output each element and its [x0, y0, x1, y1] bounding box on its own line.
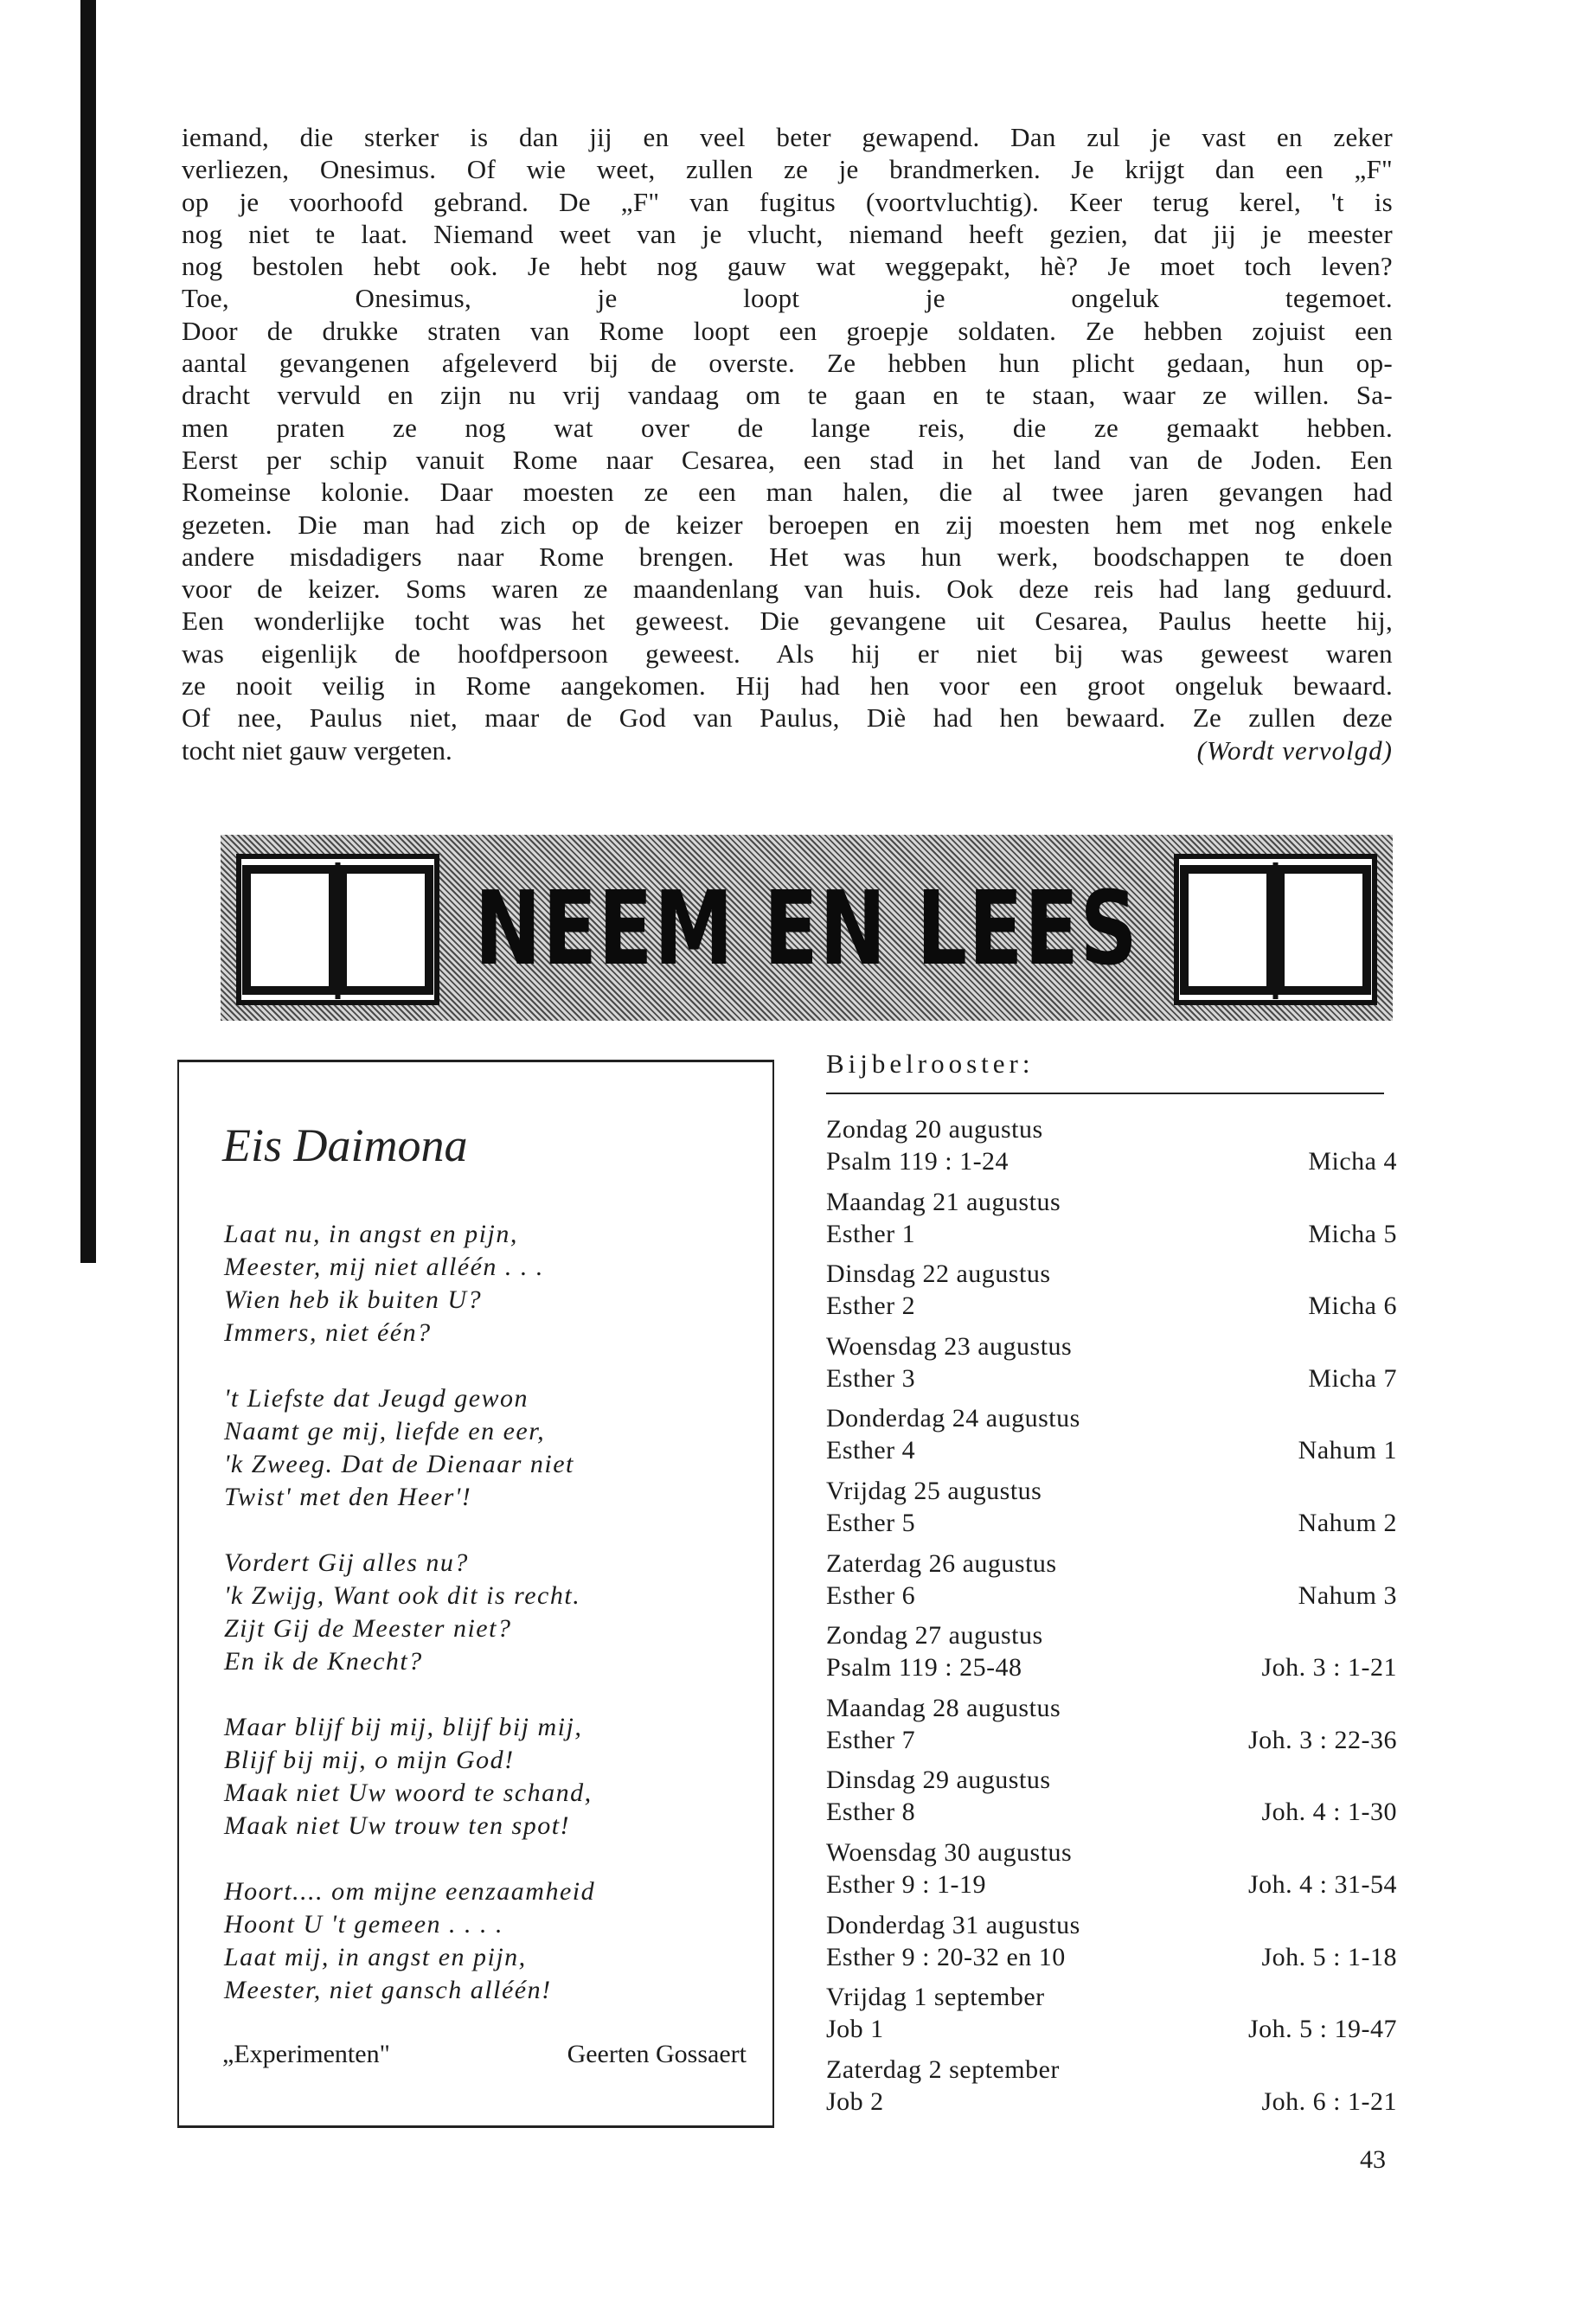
poem-line: 't Liefste dat Jeugd gewon [224, 1384, 529, 1413]
poem-line: Maak niet Uw woord te schand, [224, 1779, 593, 1807]
schedule-heading: Bijbelrooster: [826, 1048, 1035, 1079]
poem-line: Vordert Gij alles nu? [224, 1548, 469, 1577]
schedule-readings [826, 1145, 1397, 1177]
schedule-reading: Esther 5 [826, 1508, 916, 1537]
poem-stanza [224, 1218, 743, 1349]
schedule-reading: Esther 9 : 20-32 en 10 [826, 1942, 1066, 1971]
schedule-date: Dinsdag 22 augustus [826, 1259, 1051, 1289]
poem-line: Maar blijf bij mij, blijf bij mij, [224, 1713, 583, 1741]
story-line: Toe, Onesimus, je loopt je ongeluk tegemoet. [182, 283, 1393, 314]
schedule-readings [826, 2013, 1397, 2045]
schedule-second-reading: Joh. 6 : 1-21 [1261, 2086, 1397, 2116]
schedule-date: Zaterdag 2 september [826, 2054, 1060, 2084]
open-book-icon [1174, 854, 1377, 1005]
schedule-second-reading: Joh. 4 : 1-30 [1261, 1798, 1397, 1827]
schedule-date: Zondag 20 augustus [826, 1115, 1043, 1144]
story-line: op je voorhoofd gebrand. De „F" van fugitus (voortvluchtig). Keer terug kerel, 't is [182, 186, 1393, 217]
schedule-reading: Psalm 119 : 1-24 [826, 1147, 1010, 1176]
schedule-reading: Esther 3 [826, 1363, 916, 1393]
story-line: Door de drukke straten van Rome loopt een groepje soldaten. Ze hebben zojuist een [182, 315, 1393, 346]
schedule-day [826, 1113, 1397, 1186]
schedule-day [826, 1619, 1397, 1692]
schedule-second-reading: Joh. 3 : 1-21 [1261, 1653, 1397, 1682]
story-line: andere misdadigers naar Rome brengen. Het was hun werk, boodschappen te doen [182, 541, 1393, 572]
story-line: ze nooit veilig in Rome aangekomen. Hij had hen voor een groot ongeluk bewaard. [182, 670, 1393, 702]
schedule-date: Vrijdag 25 augustus [826, 1476, 1042, 1505]
schedule-readings [826, 1434, 1397, 1466]
schedule-readings [826, 1724, 1397, 1756]
poem-line: Meester, niet gansch alléén! [224, 1976, 552, 2004]
schedule-second-reading: Joh. 4 : 31-54 [1248, 1869, 1397, 1899]
schedule-day [826, 1330, 1397, 1403]
story-line: verliezen, Onesimus. Of wie weet, zullen ze je brandmerken. Je krijgt dan een „F" [182, 154, 1393, 185]
poem-body [224, 1218, 743, 2040]
poem-box [177, 1060, 774, 2128]
schedule-day [826, 1692, 1397, 1765]
bible-schedule [826, 1042, 1397, 2125]
poem-line: Laat nu, in angst en pijn, [224, 1220, 518, 1248]
poem-line: 'k Zweeg. Dat de Dienaar niet [224, 1450, 574, 1478]
schedule-reading: Psalm 119 : 25-48 [826, 1653, 1022, 1682]
poem-source: „Experimenten" [222, 2040, 390, 2068]
schedule-day [826, 1836, 1397, 1909]
schedule-list [826, 1113, 1397, 2125]
schedule-second-reading: Nahum 2 [1298, 1508, 1397, 1537]
story-line: Of nee, Paulus niet, maar de God van Paulus, Diè had hen bewaard. Ze zullen deze [182, 702, 1393, 734]
poem-stanza [224, 1382, 743, 1514]
schedule-divider [826, 1093, 1384, 1094]
poem-line: Hoort.... om mijne eenzaamheid [224, 1877, 596, 1906]
schedule-reading: Job 1 [826, 2015, 884, 2044]
schedule-readings [826, 1868, 1397, 1900]
schedule-second-reading: Joh. 5 : 19-47 [1248, 2015, 1397, 2044]
story-line: Een wonderlijke tocht was het geweest. Die gevangene uit Cesarea, Paulus heette hij, [182, 606, 1393, 637]
story-line: iemand, die sterker is dan jij en veel beter gewapend. Dan zul je vast en zeker [182, 122, 1393, 152]
schedule-day [826, 1475, 1397, 1548]
poem-stanza [224, 1875, 743, 2007]
schedule-date: Woensdag 23 augustus [826, 1331, 1073, 1361]
story-line: gezeten. Die man had zich op de keizer beroepen en zij moesten hem met nog enkele [182, 509, 1393, 540]
banner-title: NEEM EN LEES [474, 868, 1139, 988]
schedule-readings [826, 1941, 1397, 1973]
poem-stanza [224, 1547, 743, 1678]
schedule-second-reading: Nahum 1 [1298, 1436, 1397, 1465]
schedule-day [826, 1258, 1397, 1330]
schedule-readings [826, 1651, 1397, 1683]
schedule-second-reading: Micha 4 [1308, 1147, 1397, 1176]
poem-title: Eis Daimona [222, 1119, 468, 1171]
schedule-date: Woensdag 30 augustus [826, 1837, 1073, 1867]
schedule-date: Maandag 21 augustus [826, 1187, 1061, 1216]
story-line: nog niet te laat. Niemand weet van je vlucht, niemand heeft gezien, dat jij je meester [182, 218, 1393, 249]
schedule-date: Donderdag 24 augustus [826, 1404, 1080, 1433]
schedule-day [826, 1402, 1397, 1475]
story-last-line: tocht niet gauw vergeten. [182, 734, 452, 766]
schedule-readings [826, 1796, 1397, 1828]
story-line: nog bestolen hebt ook. Je hebt nog gauw wat weggepakt, hè? Je moet toch leven? [182, 251, 1393, 282]
poem-line: Wien heb ik buiten U? [224, 1285, 483, 1314]
story-end-line [182, 734, 1393, 766]
schedule-date: Maandag 28 augustus [826, 1693, 1061, 1722]
schedule-second-reading: Nahum 3 [1298, 1580, 1397, 1610]
schedule-reading: Esther 1 [826, 1219, 916, 1248]
poem-line: Blijf bij mij, o mijn God! [224, 1746, 515, 1774]
story-line: aantal gevangenen afgeleverd bij de overste. Ze hebben hun plicht gedaan, hun op- [182, 348, 1393, 379]
schedule-reading: Esther 6 [826, 1580, 916, 1610]
schedule-reading: Esther 2 [826, 1292, 916, 1321]
story-paragraphs [182, 121, 1393, 734]
page-edge-bar [80, 0, 96, 1263]
poem-line: Hoont U 't gemeen . . . . [224, 1910, 504, 1939]
schedule-reading: Esther 8 [826, 1798, 916, 1827]
schedule-reading: Esther 9 : 1-19 [826, 1869, 986, 1899]
schedule-date: Vrijdag 1 september [826, 1983, 1045, 2012]
schedule-reading: Esther 4 [826, 1436, 916, 1465]
poem-line: En ik de Knecht? [224, 1647, 423, 1676]
schedule-date: Donderdag 31 augustus [826, 1910, 1080, 1939]
poem-line: Naamt ge mij, liefde en eer, [224, 1417, 546, 1445]
schedule-readings [826, 1362, 1397, 1394]
story-line: was eigenlijk de hoofdpersoon geweest. Als hij er niet bij was geweest waren [182, 638, 1393, 669]
schedule-date: Zaterdag 26 augustus [826, 1548, 1057, 1578]
schedule-second-reading: Joh. 3 : 22-36 [1248, 1725, 1397, 1754]
poem-author: Geerten Gossaert [567, 2040, 747, 2068]
story-line: dracht vervuld en zijn nu vrij vandaag om te gaan en te staan, waar ze willen. Sa- [182, 380, 1393, 411]
schedule-second-reading: Joh. 5 : 1-18 [1261, 1942, 1397, 1971]
schedule-second-reading: Micha 7 [1308, 1363, 1397, 1393]
poem-line: 'k Zwijg, Want ook dit is recht. [224, 1581, 581, 1610]
schedule-day [826, 2054, 1397, 2126]
poem-stanza [224, 1711, 743, 1843]
schedule-day [826, 1981, 1397, 2054]
story-line: Eerst per schip vanuit Rome naar Cesarea, een stad in het land van de Joden. Een [182, 444, 1393, 475]
schedule-readings [826, 2086, 1397, 2118]
story-text [182, 121, 1393, 766]
story-line: voor de keizer. Soms waren ze maandenlang van huis. Ook deze reis had lang geduurd. [182, 574, 1393, 605]
poem-line: Maak niet Uw trouw ten spot! [224, 1811, 571, 1840]
story-line: men praten ze nog wat over de lange reis, die ze gemaakt hebben. [182, 412, 1393, 443]
schedule-day [826, 1909, 1397, 1982]
schedule-date: Dinsdag 29 augustus [826, 1766, 1051, 1795]
schedule-reading: Job 2 [826, 2086, 884, 2116]
schedule-second-reading: Micha 6 [1308, 1292, 1397, 1321]
page-number: 43 [1360, 2145, 1386, 2174]
neem-en-lees-banner [221, 835, 1393, 1021]
schedule-readings [826, 1580, 1397, 1612]
poem-line: Immers, niet één? [224, 1318, 432, 1347]
story-line: Romeinse kolonie. Daar moesten ze een man halen, die al twee jaren gevangen had [182, 477, 1393, 508]
schedule-day [826, 1186, 1397, 1259]
poem-line: Meester, mij niet alléén . . . [224, 1253, 544, 1281]
schedule-readings [826, 1507, 1397, 1539]
schedule-second-reading: Micha 5 [1308, 1219, 1397, 1248]
poem-line: Zijt Gij de Meester niet? [224, 1614, 512, 1643]
schedule-day [826, 1764, 1397, 1836]
schedule-readings [826, 1218, 1397, 1250]
poem-credit [222, 2040, 747, 2069]
schedule-day [826, 1548, 1397, 1620]
schedule-reading: Esther 7 [826, 1725, 916, 1754]
continued-note: (Wordt vervolgd) [1196, 734, 1393, 766]
poem-line: Twist' met den Heer'! [224, 1483, 472, 1511]
schedule-date: Zondag 27 augustus [826, 1621, 1043, 1650]
schedule-readings [826, 1290, 1397, 1322]
poem-line: Laat mij, in angst en pijn, [224, 1943, 527, 1971]
